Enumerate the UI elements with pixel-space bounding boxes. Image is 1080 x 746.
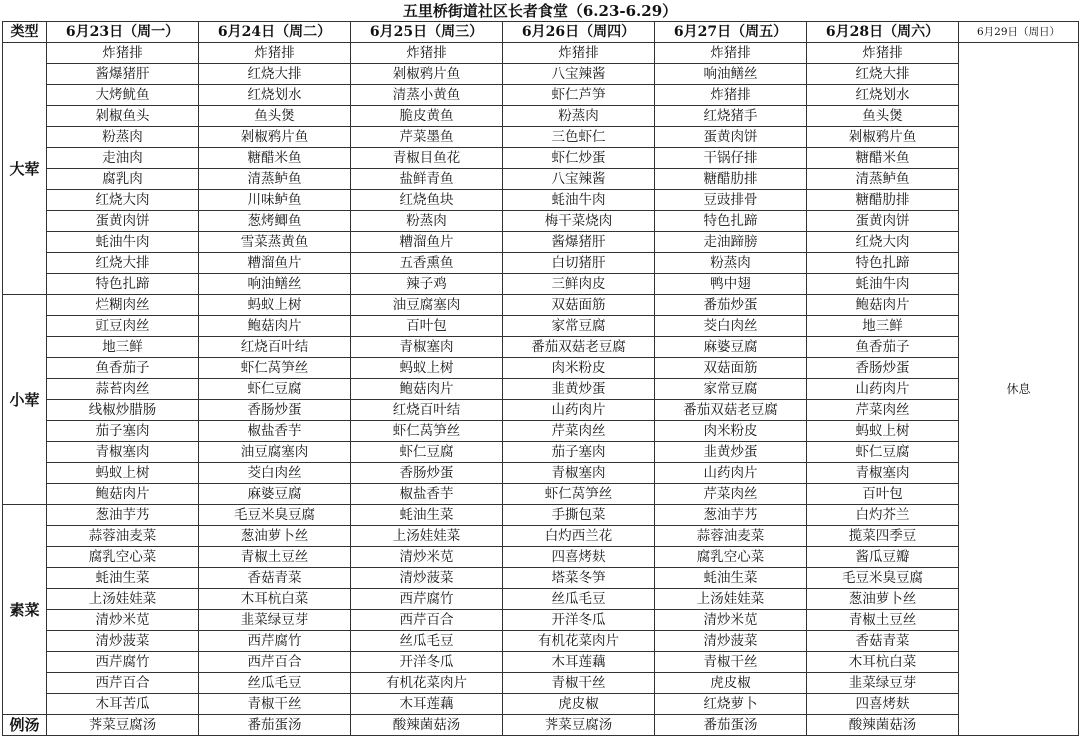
dish-cell: 红烧鱼块 xyxy=(351,190,503,211)
dish-cell: 茄子塞肉 xyxy=(47,421,199,442)
dish-cell: 麻婆豆腐 xyxy=(199,484,351,505)
dish-cell: 梅干菜烧肉 xyxy=(503,211,655,232)
dish-cell: 芹菜肉丝 xyxy=(655,484,807,505)
dish-cell: 腐乳空心菜 xyxy=(655,547,807,568)
dish-cell: 番茄双菇老豆腐 xyxy=(503,337,655,358)
dish-cell: 糖醋肋排 xyxy=(807,190,959,211)
dish-cell: 特色扎蹄 xyxy=(655,211,807,232)
dish-cell: 番茄双菇老豆腐 xyxy=(655,400,807,421)
dish-cell: 西芹百合 xyxy=(47,673,199,694)
dish-cell: 芹菜肉丝 xyxy=(503,421,655,442)
header-day-sat: 6月28日（周六） xyxy=(807,22,959,43)
dish-cell: 五香熏鱼 xyxy=(351,253,503,274)
dish-cell: 肉米粉皮 xyxy=(503,358,655,379)
dish-cell: 青椒塞肉 xyxy=(503,463,655,484)
dish-cell: 炸猪排 xyxy=(351,43,503,64)
dish-cell: 葱油萝卜丝 xyxy=(199,526,351,547)
dish-cell: 蚂蚁上树 xyxy=(47,463,199,484)
dish-cell: 丝瓜毛豆 xyxy=(503,589,655,610)
dish-cell: 特色扎蹄 xyxy=(807,253,959,274)
header-day-mon: 6月23日（周一） xyxy=(47,22,199,43)
dish-cell: 西芹百合 xyxy=(199,652,351,673)
dish-cell: 香肠炒蛋 xyxy=(199,400,351,421)
table-row xyxy=(3,337,1079,358)
menu-table xyxy=(2,21,1079,736)
dish-cell: 香肠炒蛋 xyxy=(351,463,503,484)
dish-cell: 炸猪排 xyxy=(655,85,807,106)
dish-cell: 虾仁莴笋丝 xyxy=(503,484,655,505)
dish-cell: 剁椒鸦片鱼 xyxy=(351,64,503,85)
dish-cell: 韭菜绿豆芽 xyxy=(199,610,351,631)
dish-cell: 清炒菠菜 xyxy=(655,631,807,652)
dish-cell: 葱油萝卜丝 xyxy=(807,589,959,610)
dish-cell: 干锅仔排 xyxy=(655,148,807,169)
dish-cell: 茄子塞肉 xyxy=(503,442,655,463)
dish-cell: 上汤娃娃菜 xyxy=(47,589,199,610)
dish-cell: 蒜蓉油麦菜 xyxy=(655,526,807,547)
table-row xyxy=(3,526,1079,547)
dish-cell: 青椒干丝 xyxy=(503,673,655,694)
dish-cell: 荠菜豆腐汤 xyxy=(503,715,655,736)
dish-cell: 蚝油牛肉 xyxy=(503,190,655,211)
table-row xyxy=(3,148,1079,169)
dish-cell: 蚂蚁上树 xyxy=(199,295,351,316)
dish-cell: 糖醋米鱼 xyxy=(199,148,351,169)
dish-cell: 川味鲈鱼 xyxy=(199,190,351,211)
dish-cell: 鲍菇肉片 xyxy=(351,379,503,400)
table-row xyxy=(3,190,1079,211)
dish-cell: 木耳莲藕 xyxy=(351,694,503,715)
dish-cell: 手撕包菜 xyxy=(503,505,655,526)
dish-cell: 虾仁豆腐 xyxy=(807,442,959,463)
dish-cell: 盐鲜青鱼 xyxy=(351,169,503,190)
dish-cell: 茭白肉丝 xyxy=(199,463,351,484)
dish-cell: 番茄蛋汤 xyxy=(655,715,807,736)
dish-cell: 油豆腐塞肉 xyxy=(199,442,351,463)
dish-cell: 毛豆米臭豆腐 xyxy=(807,568,959,589)
dish-cell: 番茄蛋汤 xyxy=(199,715,351,736)
table-row xyxy=(3,589,1079,610)
dish-cell: 椒盐香芋 xyxy=(351,484,503,505)
category-label: 小荤 xyxy=(3,295,47,505)
dish-cell: 酱爆猪肝 xyxy=(47,64,199,85)
table-row xyxy=(3,64,1079,85)
header-type: 类型 xyxy=(3,22,47,43)
table-row xyxy=(3,43,1079,64)
dish-cell: 鱼香茄子 xyxy=(807,337,959,358)
dish-cell: 虾仁芦笋 xyxy=(503,85,655,106)
dish-cell: 百叶包 xyxy=(351,316,503,337)
dish-cell: 八宝辣酱 xyxy=(503,64,655,85)
dish-cell: 白切猪肝 xyxy=(503,253,655,274)
dish-cell: 八宝辣酱 xyxy=(503,169,655,190)
dish-cell: 粉蒸肉 xyxy=(351,211,503,232)
dish-cell: 糟溜鱼片 xyxy=(351,232,503,253)
dish-cell: 四喜烤麸 xyxy=(503,547,655,568)
dish-cell: 双菇面筋 xyxy=(503,295,655,316)
dish-cell: 油豆腐塞肉 xyxy=(351,295,503,316)
dish-cell: 虾仁莴笋丝 xyxy=(199,358,351,379)
table-row xyxy=(3,379,1079,400)
header-day-thu: 6月26日（周四） xyxy=(503,22,655,43)
dish-cell: 炸猪排 xyxy=(47,43,199,64)
dish-cell: 有机花菜肉片 xyxy=(351,673,503,694)
dish-cell: 青椒塞肉 xyxy=(47,442,199,463)
table-row xyxy=(3,211,1079,232)
dish-cell: 家常豆腐 xyxy=(503,316,655,337)
dish-cell: 红烧大肉 xyxy=(47,190,199,211)
dish-cell: 糟溜鱼片 xyxy=(199,253,351,274)
dish-cell: 地三鲜 xyxy=(807,316,959,337)
table-row xyxy=(3,295,1079,316)
dish-cell: 三鲜肉皮 xyxy=(503,274,655,295)
category-label: 素菜 xyxy=(3,505,47,715)
table-row xyxy=(3,85,1079,106)
dish-cell: 清炒米苋 xyxy=(351,547,503,568)
dish-cell: 葱油芋艿 xyxy=(655,505,807,526)
dish-cell: 糖醋肋排 xyxy=(655,169,807,190)
dish-cell: 山药肉片 xyxy=(503,400,655,421)
dish-cell: 葱烤鲫鱼 xyxy=(199,211,351,232)
dish-cell: 青椒干丝 xyxy=(655,652,807,673)
dish-cell: 丝瓜毛豆 xyxy=(351,631,503,652)
dish-cell: 响油鳝丝 xyxy=(199,274,351,295)
dish-cell: 脆皮黄鱼 xyxy=(351,106,503,127)
dish-cell: 豆豉排骨 xyxy=(655,190,807,211)
header-day-wed: 6月25日（周三） xyxy=(351,22,503,43)
dish-cell: 清炒米苋 xyxy=(655,610,807,631)
dish-cell: 毛豆米臭豆腐 xyxy=(199,505,351,526)
dish-cell: 青椒目鱼花 xyxy=(351,148,503,169)
dish-cell: 红烧大排 xyxy=(47,253,199,274)
table-row xyxy=(3,694,1079,715)
dish-cell: 虎皮椒 xyxy=(503,694,655,715)
dish-cell: 青椒干丝 xyxy=(199,694,351,715)
dish-cell: 木耳莲藕 xyxy=(503,652,655,673)
dish-cell: 剁椒鸦片鱼 xyxy=(199,127,351,148)
dish-cell: 鱼头煲 xyxy=(199,106,351,127)
dish-cell: 大烤鱿鱼 xyxy=(47,85,199,106)
dish-cell: 蛋黄肉饼 xyxy=(807,211,959,232)
dish-cell: 红烧猪手 xyxy=(655,106,807,127)
table-row xyxy=(3,463,1079,484)
table-row xyxy=(3,232,1079,253)
dish-cell: 清炒菠菜 xyxy=(351,568,503,589)
dish-cell: 虾仁炒蛋 xyxy=(503,148,655,169)
dish-cell: 丝瓜毛豆 xyxy=(199,673,351,694)
dish-cell: 蛋黄肉饼 xyxy=(47,211,199,232)
category-label: 例汤 xyxy=(3,715,47,736)
dish-cell: 蛋黄肉饼 xyxy=(655,127,807,148)
dish-cell: 茭白肉丝 xyxy=(655,316,807,337)
dish-cell: 蚝油牛肉 xyxy=(807,274,959,295)
dish-cell: 鸭中翅 xyxy=(655,274,807,295)
dish-cell: 家常豆腐 xyxy=(655,379,807,400)
dish-cell: 虾仁豆腐 xyxy=(199,379,351,400)
dish-cell: 上汤娃娃菜 xyxy=(351,526,503,547)
table-row xyxy=(3,631,1079,652)
table-row xyxy=(3,484,1079,505)
dish-cell: 响油鳝丝 xyxy=(655,64,807,85)
dish-cell: 蒜蓉油麦菜 xyxy=(47,526,199,547)
dish-cell: 剁椒鸦片鱼 xyxy=(807,127,959,148)
header-day-sun: 6月29日（周日） xyxy=(959,22,1079,43)
dish-cell: 酱瓜豆瓣 xyxy=(807,547,959,568)
table-row xyxy=(3,547,1079,568)
dish-cell: 酸辣菌菇汤 xyxy=(351,715,503,736)
dish-cell: 木耳杭白菜 xyxy=(807,652,959,673)
dish-cell: 走油蹄膀 xyxy=(655,232,807,253)
dish-cell: 百叶包 xyxy=(807,484,959,505)
dish-cell: 蒜苔肉丝 xyxy=(47,379,199,400)
dish-cell: 白灼芥兰 xyxy=(807,505,959,526)
dish-cell: 雪菜蒸黄鱼 xyxy=(199,232,351,253)
dish-cell: 椒盐香芋 xyxy=(199,421,351,442)
header-day-tue: 6月24日（周二） xyxy=(199,22,351,43)
table-row xyxy=(3,400,1079,421)
dish-cell: 木耳杭白菜 xyxy=(199,589,351,610)
menu-body xyxy=(3,43,1079,736)
dish-cell: 粉蒸肉 xyxy=(47,127,199,148)
table-row xyxy=(3,505,1079,526)
table-row xyxy=(3,358,1079,379)
dish-cell: 鱼头煲 xyxy=(807,106,959,127)
dish-cell: 蚝油生菜 xyxy=(47,568,199,589)
table-row xyxy=(3,442,1079,463)
dish-cell: 清蒸鲈鱼 xyxy=(807,169,959,190)
dish-cell: 红烧大排 xyxy=(807,64,959,85)
dish-cell: 鲍菇肉片 xyxy=(47,484,199,505)
dish-cell: 炸猪排 xyxy=(503,43,655,64)
table-row xyxy=(3,715,1079,736)
dish-cell: 炸猪排 xyxy=(655,43,807,64)
table-row xyxy=(3,421,1079,442)
page-title: 五里桥街道社区长者食堂（6.23-6.29） xyxy=(402,2,678,20)
header-row xyxy=(3,22,1079,43)
dish-cell: 粉蒸肉 xyxy=(655,253,807,274)
dish-cell: 西芹腐竹 xyxy=(199,631,351,652)
dish-cell: 青椒土豆丝 xyxy=(199,547,351,568)
sunday-rest-note: 休息 xyxy=(959,43,1079,736)
dish-cell: 腐乳肉 xyxy=(47,169,199,190)
dish-cell: 红烧大肉 xyxy=(807,232,959,253)
dish-cell: 清炒菠菜 xyxy=(47,631,199,652)
dish-cell: 揽菜四季豆 xyxy=(807,526,959,547)
dish-cell: 上汤娃娃菜 xyxy=(655,589,807,610)
dish-cell: 麻婆豆腐 xyxy=(655,337,807,358)
dish-cell: 双菇面筋 xyxy=(655,358,807,379)
dish-cell: 青椒土豆丝 xyxy=(807,610,959,631)
dish-cell: 塔菜冬笋 xyxy=(503,568,655,589)
dish-cell: 红烧划水 xyxy=(807,85,959,106)
dish-cell: 粉蒸肉 xyxy=(503,106,655,127)
dish-cell: 青椒塞肉 xyxy=(351,337,503,358)
dish-cell: 腐乳空心菜 xyxy=(47,547,199,568)
dish-cell: 木耳苦瓜 xyxy=(47,694,199,715)
dish-cell: 有机花菜肉片 xyxy=(503,631,655,652)
dish-cell: 荠菜豆腐汤 xyxy=(47,715,199,736)
dish-cell: 酸辣菌菇汤 xyxy=(807,715,959,736)
dish-cell: 芹菜肉丝 xyxy=(807,400,959,421)
dish-cell: 西芹百合 xyxy=(351,610,503,631)
dish-cell: 虾仁豆腐 xyxy=(351,442,503,463)
dish-cell: 炸猪排 xyxy=(807,43,959,64)
dish-cell: 红烧萝卜 xyxy=(655,694,807,715)
dish-cell: 红烧百叶结 xyxy=(199,337,351,358)
dish-cell: 香肠炒蛋 xyxy=(807,358,959,379)
dish-cell: 清蒸小黄鱼 xyxy=(351,85,503,106)
dish-cell: 地三鲜 xyxy=(47,337,199,358)
dish-cell: 韭黄炒蛋 xyxy=(655,442,807,463)
dish-cell: 青椒塞肉 xyxy=(807,463,959,484)
dish-cell: 肉米粉皮 xyxy=(655,421,807,442)
dish-cell: 蚂蚁上树 xyxy=(351,358,503,379)
dish-cell: 虎皮椒 xyxy=(655,673,807,694)
dish-cell: 清蒸鲈鱼 xyxy=(199,169,351,190)
dish-cell: 剁椒鱼头 xyxy=(47,106,199,127)
dish-cell: 葱油芋艿 xyxy=(47,505,199,526)
dish-cell: 酱爆猪肝 xyxy=(503,232,655,253)
dish-cell: 山药肉片 xyxy=(655,463,807,484)
dish-cell: 鲍菇肉片 xyxy=(199,316,351,337)
dish-cell: 三色虾仁 xyxy=(503,127,655,148)
dish-cell: 走油肉 xyxy=(47,148,199,169)
table-row xyxy=(3,106,1079,127)
dish-cell: 炸猪排 xyxy=(199,43,351,64)
dish-cell: 虾仁莴笋丝 xyxy=(351,421,503,442)
table-row xyxy=(3,568,1079,589)
category-label: 大荤 xyxy=(3,43,47,295)
table-row xyxy=(3,127,1079,148)
dish-cell: 蚝油生菜 xyxy=(351,505,503,526)
table-row xyxy=(3,316,1079,337)
table-row xyxy=(3,274,1079,295)
dish-cell: 山药肉片 xyxy=(807,379,959,400)
dish-cell: 西芹腐竹 xyxy=(47,652,199,673)
dish-cell: 四喜烤麸 xyxy=(807,694,959,715)
dish-cell: 蚝油生菜 xyxy=(655,568,807,589)
dish-cell: 红烧大排 xyxy=(199,64,351,85)
dish-cell: 红烧百叶结 xyxy=(351,400,503,421)
dish-cell: 线椒炒腊肠 xyxy=(47,400,199,421)
dish-cell: 蚂蚁上树 xyxy=(807,421,959,442)
dish-cell: 开洋冬瓜 xyxy=(503,610,655,631)
dish-cell: 清炒米苋 xyxy=(47,610,199,631)
dish-cell: 特色扎蹄 xyxy=(47,274,199,295)
dish-cell: 芹菜墨鱼 xyxy=(351,127,503,148)
dish-cell: 糖醋米鱼 xyxy=(807,148,959,169)
dish-cell: 烂糊肉丝 xyxy=(47,295,199,316)
table-row xyxy=(3,169,1079,190)
dish-cell: 香菇青菜 xyxy=(807,631,959,652)
table-row xyxy=(3,610,1079,631)
table-row xyxy=(3,652,1079,673)
dish-cell: 开洋冬瓜 xyxy=(351,652,503,673)
dish-cell: 鲍菇肉片 xyxy=(807,295,959,316)
dish-cell: 豇豆肉丝 xyxy=(47,316,199,337)
dish-cell: 香菇青菜 xyxy=(199,568,351,589)
dish-cell: 鱼香茄子 xyxy=(47,358,199,379)
table-row xyxy=(3,253,1079,274)
header-day-fri: 6月27日（周五） xyxy=(655,22,807,43)
dish-cell: 辣子鸡 xyxy=(351,274,503,295)
dish-cell: 韭菜绿豆芽 xyxy=(807,673,959,694)
dish-cell: 西芹腐竹 xyxy=(351,589,503,610)
dish-cell: 番茄炒蛋 xyxy=(655,295,807,316)
dish-cell: 红烧划水 xyxy=(199,85,351,106)
dish-cell: 蚝油牛肉 xyxy=(47,232,199,253)
table-row xyxy=(3,673,1079,694)
dish-cell: 韭黄炒蛋 xyxy=(503,379,655,400)
dish-cell: 白灼西兰花 xyxy=(503,526,655,547)
